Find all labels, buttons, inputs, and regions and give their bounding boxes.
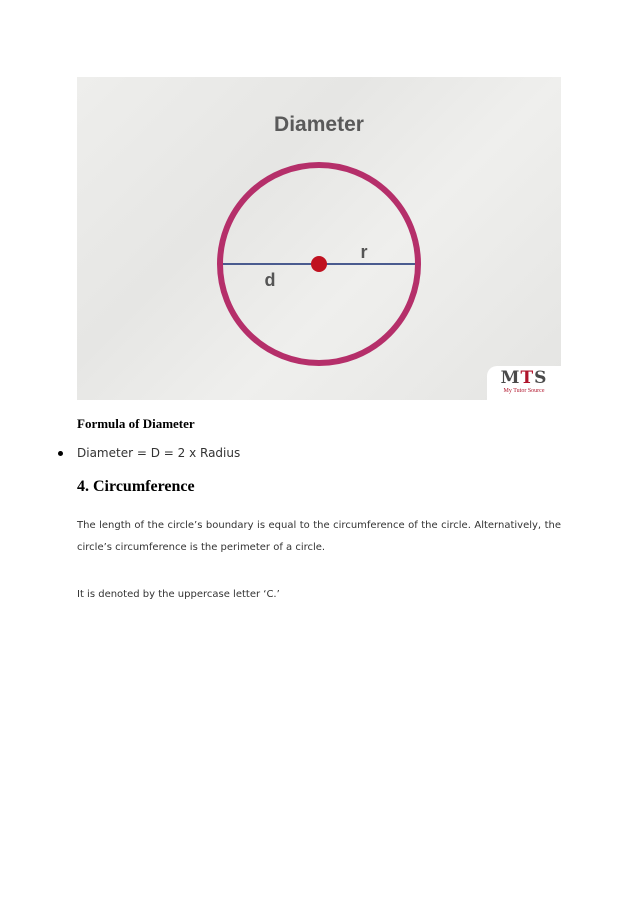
section-heading: 4. Circumference bbox=[77, 478, 195, 495]
paragraph-notation: It is denoted by the uppercase letter ‘C.’ bbox=[77, 589, 280, 600]
diameter-label: d bbox=[264, 270, 276, 290]
radius-label: r bbox=[360, 242, 368, 262]
formula-bullet: Diameter = D = 2 x Radius bbox=[77, 446, 241, 460]
logo-mark: MTS bbox=[500, 368, 548, 388]
mts-logo bbox=[487, 366, 561, 400]
figure-caption: Formula of Diameter bbox=[77, 416, 195, 431]
paragraph-definition: The length of the circle’s boundary is equal to the circumference of the circle. Alternatively, the circle’s circumference is the perimeter of a circle. bbox=[77, 520, 561, 553]
logo-subtitle: My Tutor Source bbox=[503, 388, 545, 394]
center-point bbox=[311, 256, 327, 272]
diagram-title: Diameter bbox=[274, 113, 364, 136]
diameter-diagram bbox=[77, 77, 561, 400]
bullet-marker bbox=[58, 451, 63, 456]
diameter-svg bbox=[77, 77, 561, 400]
